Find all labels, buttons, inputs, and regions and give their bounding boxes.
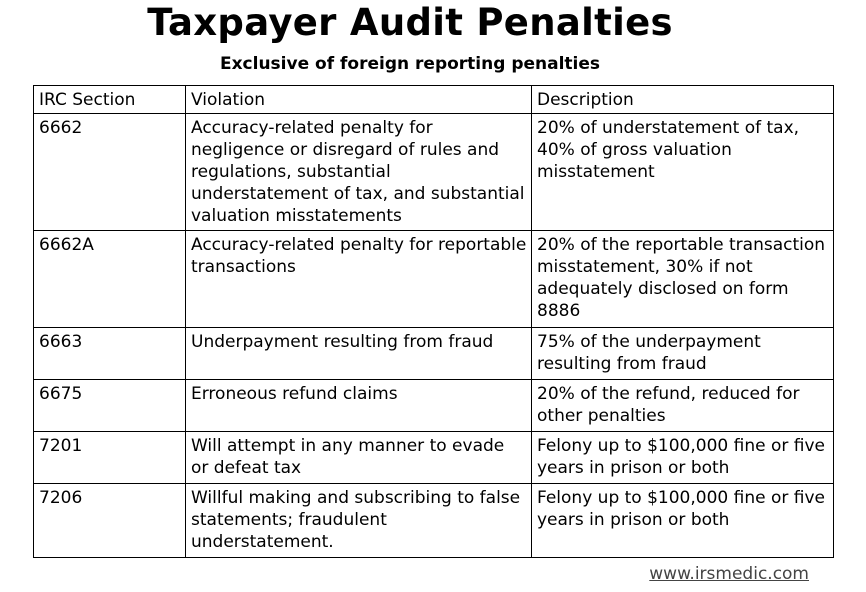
column-header-violation: Violation [186,86,532,114]
violation-cell: Erroneous refund claims [186,380,532,432]
description-cell: Felony up to $100,000 fine or five years in prison or both [532,432,834,484]
irc-section-cell: 6675 [34,380,186,432]
violation-cell: Accuracy-related penalty for negligence or disregard of rules and regulations, substantial understatement of tax, and substantial valuation misstatements [186,114,532,231]
irc-section-cell: 7206 [34,484,186,558]
irc-section-cell: 6662 [34,114,186,231]
penalties-table [33,85,834,558]
table-row [34,231,834,328]
table-row [34,114,834,231]
violation-cell: Will attempt in any manner to evade or defeat tax [186,432,532,484]
table-row [34,432,834,484]
description-cell: 20% of understatement of tax, 40% of gross valuation misstatement [532,114,834,231]
description-cell: 20% of the refund, reduced for other penalties [532,380,834,432]
violation-cell: Accuracy-related penalty for reportable transactions [186,231,532,328]
table-row [34,328,834,380]
violation-cell: Willful making and subscribing to false statements; fraudulent understatement. [186,484,532,558]
page-subtitle: Exclusive of foreign reporting penalties [219,54,601,74]
table-row [34,380,834,432]
table-header-row [34,86,834,114]
description-cell: 75% of the underpayment resulting from fraud [532,328,834,380]
description-cell: Felony up to $100,000 fine or five years in prison or both [532,484,834,558]
irc-section-cell: 7201 [34,432,186,484]
irc-section-cell: 6663 [34,328,186,380]
column-header-description: Description [532,86,834,114]
violation-cell: Underpayment resulting from fraud [186,328,532,380]
page-title: Taxpayer Audit Penalties [147,1,673,44]
table-row [34,484,834,558]
website-link[interactable]: www.irsmedic.com [649,564,809,584]
description-cell: 20% of the reportable transaction misstatement, 30% if not adequately disclosed on form 8886 [532,231,834,328]
irc-section-cell: 6662A [34,231,186,328]
column-header-irc-section: IRC Section [34,86,186,114]
